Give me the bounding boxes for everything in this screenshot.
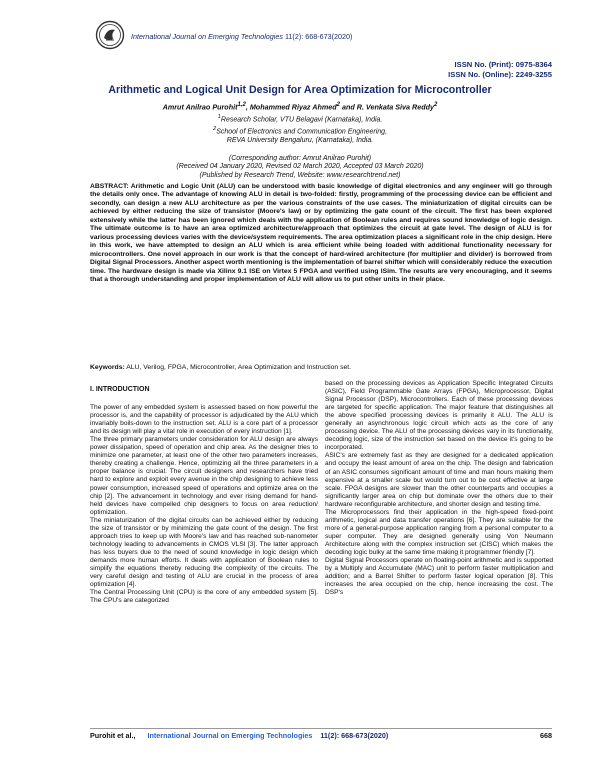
issn-online: ISSN No. (Online): 2249-3255 — [448, 70, 552, 79]
author-1: Amrut Anilrao Purohit — [162, 102, 238, 112]
journal-header — [95, 20, 555, 42]
keywords-text: ALU, Verilog, FPGA, Microcontroller, Area Optimization and Instruction set. — [124, 364, 352, 371]
abstract: ABSTRACT: Arithmetic and Logic Unit (ALU) can be understood with basic knowledge of digital electronics and any engineer will go through the details only once. The advantage of knowing ALU in detail is two-folded: firstly, programming of the processing device can be efficient and secondly, can design a new ALU architecture as per the various constraints of the use cases. The miniaturization of digital circuits can be achieved by either reducing the size of transistor (Moore's law) or by optimizing the gate count of the circuit. The first has been explored extensively while the latter has been ignored which deals with the application of Boolean rules and requires sound knowledge of logic design. The ultimate outcome is to have an area optimized architecture/approach that optimizes the circuit at gate level. The design of ALU is for various processing devices varies with the device/system requirements. The area optimization places a significant role in the chip design. Here in this work, we have attempted to design an ALU which is area efficient while being loaded with additional functionality necessary for microcontrollers. One novel approach in our work is that the concept of hard-wired architecture (for multiplier and divider) is borrowed from Digital Signal Processors. Another aspect worth mentioning is the implementation of barrel shifter which will considerably reduce the execution time. The hardware design is made via Xilinx 9.1 ISE on Virtex 5 FPGA and verified using ISim. The results are very encouraging, and it seems that a thorough understanding and proper implementation of ALU will allow us to put other units in their place. — [90, 183, 552, 283]
paragraph: The Microprocessors find their application in the high-speed fixed-point arithmetic, logical and data transfer operations [6]. They are suitable for the more of a general-purpose application ranging from a personal computer to a super computer. They are designed generally using Von Neumann Architecture along with the complex instruction set (CISC) which makes the decoding logic bulky at the same time making it programmer friendly [7]. — [325, 508, 553, 556]
publisher-line: (Published by Research Trend, Website: www.researchtrend.net) — [199, 171, 401, 179]
journal-logo-icon — [95, 20, 125, 50]
footer-divider — [90, 728, 552, 729]
journal-name: International Journal on Emerging Technologies — [131, 32, 283, 41]
paragraph: The Central Processing Unit (CPU) is the core of any embedded system [5]. The CPU's are categorized — [90, 589, 318, 605]
affiliations — [40, 113, 560, 145]
affiliation-1: $^1$Research Scholar, VTU Belagavi (Karnataka), India. — [217, 114, 383, 124]
page-number: 668 — [540, 731, 552, 740]
paragraph: The miniaturization of the digital circuits can be achieved either by reducing the size of transistor or by minimizing the gate count of the design. The first approach tries to keep up with Moore's law and has reached sub-nanometer technology leading to advancements in CMOS VLSI [3]. The latter approach has less buyers due to the need of sound knowledge in logic design which demands more human efforts. It deals with application of Boolean rules to simplify the equations thereby reducing the complexity of the circuits. The very careful design and testing of ALU are crucial in the process of area optimization [4]. — [90, 516, 318, 589]
left-column — [90, 382, 318, 605]
paragraph: based on the processing devices as Application Specific Integrated Circuits (ASIC), Field Programmable Gate Arrays (FPGA), Microprocessor, Digital Signal Processor (DSP), Microcontrollers. Each of these processing devices are targeted for specific application. The major feature that distinguishes all the above specified processing devices is primarily it ALU. The ALU is generally an asynchronous logic circuit which acts as the core of any processing device. The ALU of the processing devices vary in its functionality, decoding logic, size of the instruction set based on the device it's going to be incorporated. — [325, 380, 553, 452]
page-footer — [90, 731, 552, 740]
journal-citation — [131, 32, 352, 41]
author-3-affil: 2 — [433, 102, 438, 108]
footer-citation: 11(2): 668-673(2020) — [320, 731, 389, 740]
issn-print: ISSN No. (Print): 0975-8364 — [454, 60, 552, 69]
paragraph: The power of any embedded system is assessed based on how powerful the processor is, and the capability of processor is adjudicated by the ALU which invariably boils-down to the instruction set. ALU is a core part of a processor and its design will play a vital role in execution of every instruction [1]. — [90, 404, 318, 436]
author-2-affil: 2 — [336, 102, 340, 108]
section-heading: I. INTRODUCTION — [90, 386, 150, 393]
received-dates: (Received 04 January 2020, Revised 02 March 2020, Accepted 03 March 2020) — [176, 163, 424, 171]
author-list — [40, 102, 560, 111]
corresponding-author: (Corresponding author: Amrut Anilrao Purohit) — [228, 155, 372, 162]
author-1-affil: 1,2 — [237, 102, 246, 108]
footer-journal: International Journal on Emerging Technologies — [147, 731, 313, 740]
paper-title: Arithmetic and Logical Unit Design for Area Optimization for Microcontroller — [108, 84, 492, 96]
journal-volume-issue: 11(2): 668-673(2020) — [284, 32, 353, 41]
keywords-label: Keywords: — [90, 364, 125, 371]
affiliation-2: $^2$School of Electronics and Communication Engineering, — [212, 125, 388, 136]
affiliation-2-line2: REVA University Bengaluru, (Karnataka), India. — [226, 136, 374, 144]
footer-authors: Purohit et al., — [90, 731, 136, 740]
paragraph: ASIC's are extremely fast as they are designed for a dedicated application and occupy the least amount of area on the chip. The design and fabrication of an ASIC consumes significant amount of time and man hours making them expensive at a smaller scale but would turn out to be cost effective at large scale. FPGA designs are slower than the other counterparts and occupies a significantly larger area on chip but dominate over the others due to their hardware reconfigurable architecture, and shorter design and testing time. — [325, 452, 553, 508]
right-column — [325, 380, 553, 597]
author-2: , Mohammed Riyaz Ahmed — [245, 102, 337, 112]
paragraph: The three primary parameters under consideration for ALU design are always power dissipation, speed of operation and chip area. As the designer tries to minimize one parameter, at least one of the other two parameters increases, thereby creating a challenge. Hence, optimizing all the three parameters in a proper balance is crucial. The circuit designers and researchers have tried hard to explore and exploit every avenue in the chip designing to achieve less power consumption, increased speed of operations and optimize area on the chip [2]. The advancement in technology and ever rising demand for hand-held devices have compelled chip designers to focus on area reduction/ optimization. — [90, 436, 318, 516]
paragraph: Digital Signal Processors operate on floating-point arithmetic and is supported by a Multiply and Accumulate (MAC) unit to perform faster multiplication and addition; and a Barrel Shifter to perform faster logical operation [8]. This increases the area occupied on the chip, hence increasing the cost. The DSP's — [325, 557, 553, 597]
author-3: and R. Venkata Siva Reddy — [339, 102, 434, 112]
keywords — [90, 364, 552, 372]
correspondence-block — [40, 155, 560, 180]
